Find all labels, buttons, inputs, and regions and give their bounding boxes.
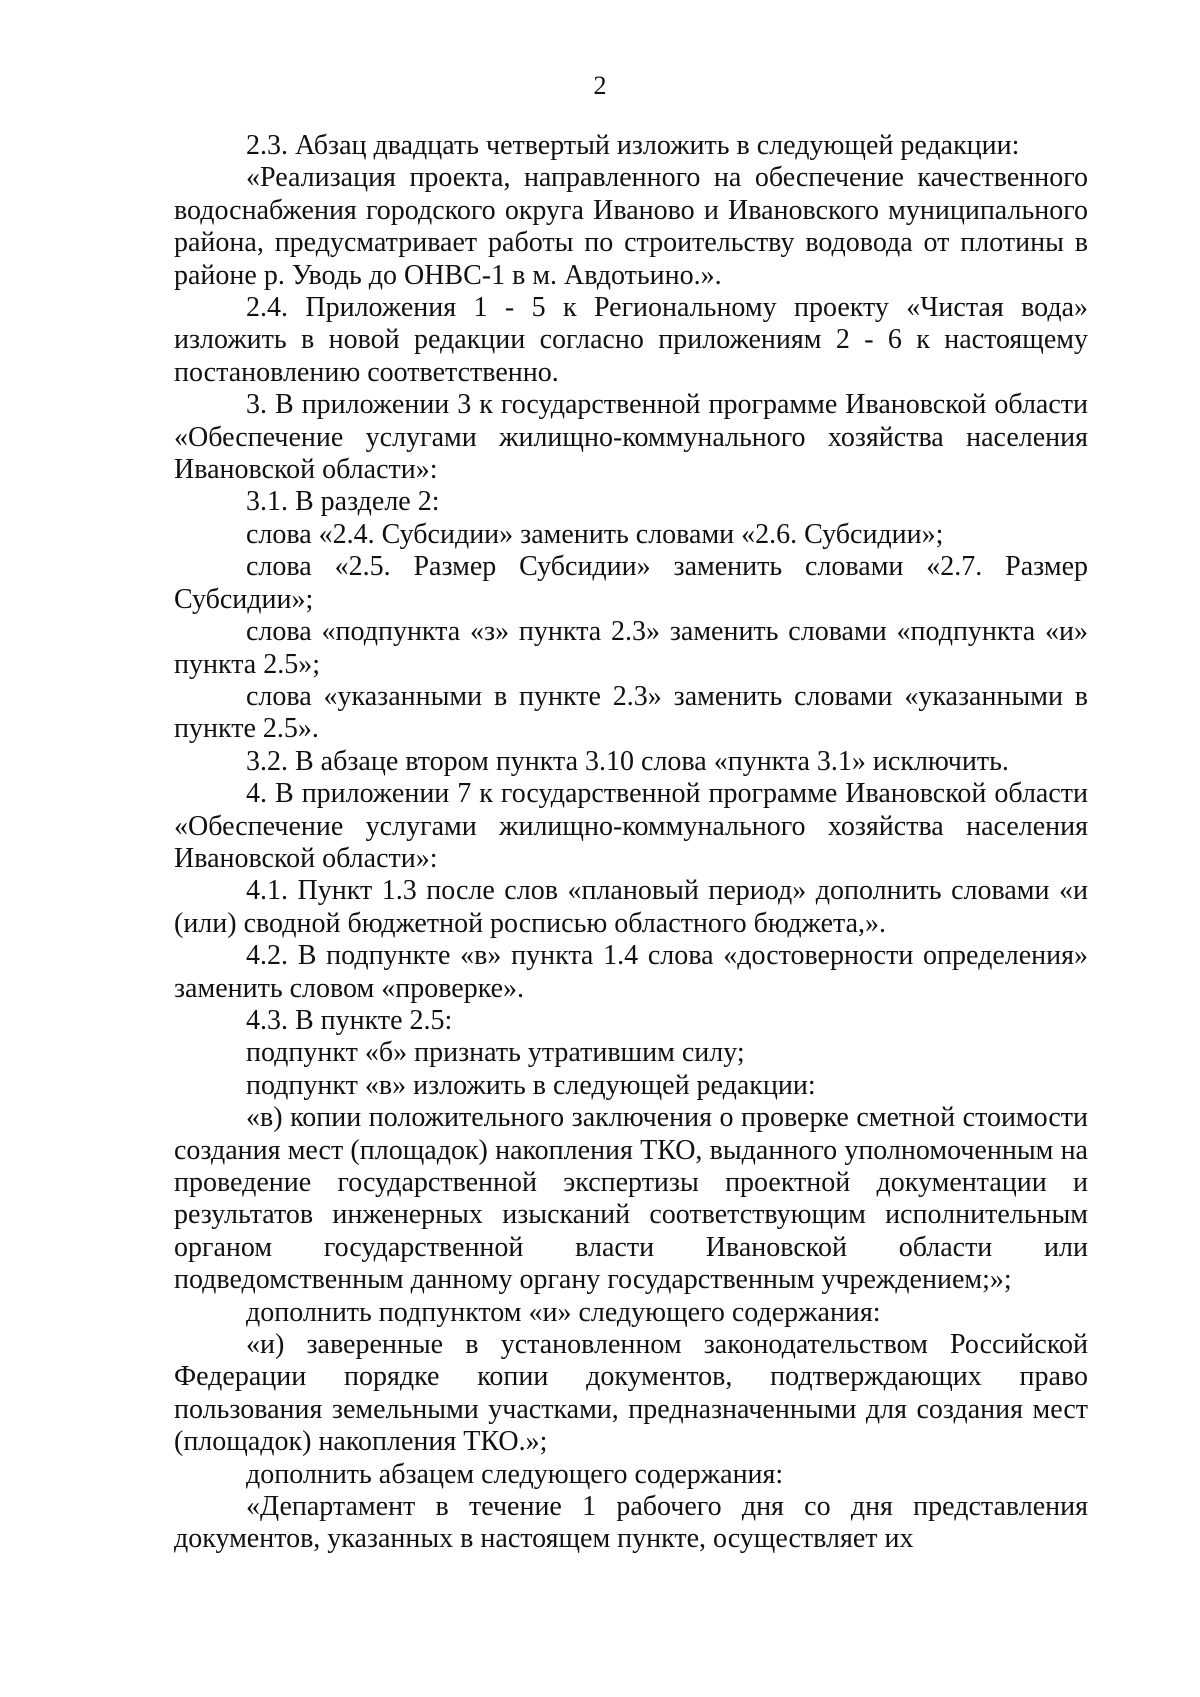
paragraph: дополнить подпунктом «и» следующего содержания: [246, 1296, 881, 1328]
paragraph: 4.2. В подпункте «в» пункта 1.4 слова «достоверности определения» заменить словом «проверке». [174, 940, 1088, 1004]
paragraph: 4.3. В пункте 2.5: [246, 1004, 453, 1036]
paragraph: 3. В приложении 3 к государственной программе Ивановской области «Обеспечение услугами жилищно-коммунального хозяйства населения Ивановской области»: [174, 389, 1088, 486]
paragraph: подпункт «б» признать утратившим силу; [246, 1037, 745, 1069]
paragraph: слова «2.4. Субсидии» заменить словами «2.6. Субсидии»; [246, 518, 944, 550]
paragraph: 2.3. Абзац двадцать четвертый изложить в следующей редакции: [246, 130, 1020, 161]
paragraph: дополнить абзацем следующего содержания: [246, 1458, 784, 1490]
paragraph: 2.4. Приложения 1 - 5 к Региональному проекту «Чистая вода» изложить в новой редакции согласно приложениям 2 - 6 к настоящему постановлению соответственно. [174, 292, 1088, 388]
paragraph: «Департамент в течение 1 рабочего дня со дня представления документов, указанных в настоящем пункте, осуществляет их [174, 1491, 1088, 1555]
paragraph: «в) копии положительного заключения о проверке сметной стоимости создания мест (площадок) накопления ТКО, выданного уполномоченным на проведение государственной экспертизы проектной документации и результатов инженерных изысканий соответствующим исполнительным органом государственной власти Ивановской области или подведомственным данному органу государственным учреждением;»; [174, 1102, 1088, 1296]
page-number: 2 [593, 71, 607, 100]
paragraph: 4.1. Пункт 1.3 после слов «плановый период» дополнить словами «и (или) сводной бюджетной росписью областного бюджета,». [174, 875, 1088, 939]
paragraph: 3.1. В разделе 2: [246, 486, 440, 518]
paragraph: подпункт «в» изложить в следующей редакции: [246, 1069, 816, 1101]
document-body [174, 130, 1088, 1556]
paragraph: «Реализация проекта, направленного на обеспечение качественного водоснабжения городского округа Иваново и Ивановского муниципального района, предусматривает работы по строительству водовода от плотины в районе р. Уводь до ОНВС-1 в м. Авдотьино.». [174, 162, 1088, 291]
paragraph: слова «2.5. Размер Субсидии» заменить словами «2.7. Размер Субсидии»; [174, 551, 1088, 615]
paragraph: слова «указанными в пункте 2.3» заменить словами «указанными в пункте 2.5». [174, 680, 1088, 745]
paragraph: 3.2. В абзаце втором пункта 3.10 слова «пункта 3.1» исключить. [246, 745, 1009, 777]
paragraph: «и) заверенные в установленном законодательством Российской Федерации порядке копии документов, подтверждающих право пользования земельными участками, предназначенными для создания мест (площадок) накопления ТКО.»; [174, 1329, 1088, 1458]
paragraph: 4. В приложении 7 к государственной программе Ивановской области «Обеспечение услугами жилищно-коммунального хозяйства населения Ивановской области»: [174, 778, 1088, 874]
paragraph: слова «подпункта «з» пункта 2.3» заменить словами «подпункта «и» пункта 2.5»; [174, 616, 1088, 680]
